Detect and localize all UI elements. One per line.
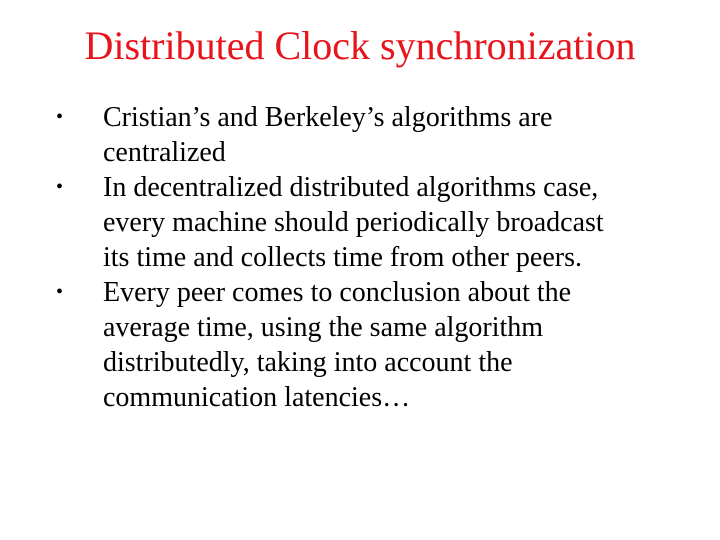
- bullet-item: [56, 275, 696, 415]
- bullet-line: centralized: [103, 137, 226, 168]
- bullet-icon: •: [56, 176, 64, 198]
- bullet-icon: •: [56, 106, 64, 128]
- bullet-item: [56, 100, 696, 170]
- bullet-line: distributedly, taking into account the: [103, 347, 513, 378]
- bullet-list: [56, 100, 696, 415]
- bullet-item: [56, 170, 696, 275]
- bullet-line: average time, using the same algorithm: [103, 312, 544, 343]
- slide-title: Distributed Clock synchronization: [84, 23, 636, 68]
- bullet-line: communication latencies…: [103, 382, 411, 413]
- bullet-line: its time and collects time from other peers.: [103, 242, 582, 273]
- bullet-line: every machine should periodically broadcast: [103, 207, 604, 238]
- bullet-line: Every peer comes to conclusion about the: [103, 277, 572, 308]
- bullet-line: Cristian’s and Berkeley’s algorithms are: [103, 102, 553, 133]
- bullet-icon: •: [56, 281, 64, 303]
- bullet-line: In decentralized distributed algorithms case,: [103, 172, 599, 203]
